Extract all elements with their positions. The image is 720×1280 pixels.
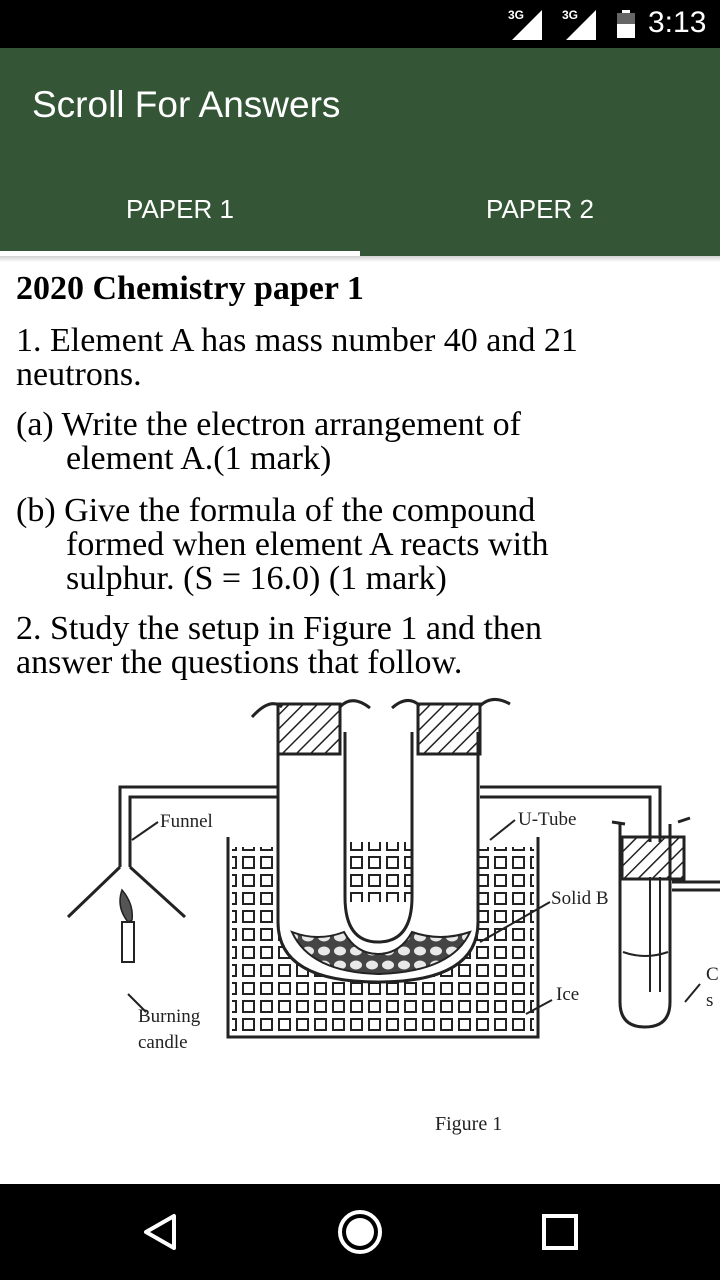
home-icon[interactable] bbox=[336, 1208, 384, 1256]
app-bar bbox=[0, 48, 720, 256]
label-burning: Burning bbox=[138, 1006, 201, 1027]
back-icon[interactable] bbox=[136, 1208, 184, 1256]
label-candle: candle bbox=[138, 1032, 188, 1053]
question-1a bbox=[16, 408, 676, 476]
question-line: (b) Give the formula of the compound bbox=[16, 492, 536, 529]
question-line: 2. Study the setup in Figure 1 and then bbox=[16, 610, 543, 647]
figure-caption: Figure 1 bbox=[435, 1113, 503, 1135]
app-title: Scroll For Answers bbox=[32, 84, 341, 125]
navigation-bar bbox=[0, 1184, 720, 1280]
tab-paper-2[interactable] bbox=[360, 176, 720, 256]
document-content[interactable] bbox=[0, 262, 720, 1184]
question-1 bbox=[16, 324, 706, 392]
question-line: 1. Element A has mass number 40 and 21 bbox=[16, 322, 578, 359]
clock: 3:13 bbox=[648, 6, 707, 39]
question-line: sulphur. (S = 16.0) (1 mark) bbox=[66, 560, 447, 597]
battery-icon bbox=[616, 10, 636, 38]
tab-paper-1[interactable] bbox=[0, 176, 360, 256]
question-1b bbox=[16, 494, 676, 596]
document-heading: 2020 Chemistry paper 1 bbox=[16, 270, 364, 307]
label-funnel: Funnel bbox=[160, 811, 213, 832]
question-line: neutrons. bbox=[16, 356, 142, 393]
figure-1-diagram bbox=[60, 692, 720, 1152]
tab-label: PAPER 2 bbox=[486, 194, 594, 224]
question-line: answer the questions that follow. bbox=[16, 644, 463, 681]
signal-2 bbox=[562, 8, 596, 40]
label-u-tube: U-Tube bbox=[518, 809, 577, 830]
tab-label: PAPER 1 bbox=[126, 194, 234, 224]
question-line: (a) Write the electron arrangement of bbox=[16, 406, 521, 443]
signal-strength-icon bbox=[566, 10, 596, 40]
question-line: formed when element A reacts with bbox=[66, 526, 549, 563]
question-line: element A.(1 mark) bbox=[66, 440, 332, 477]
label-solid-b: Solid B bbox=[551, 888, 609, 909]
question-2 bbox=[16, 612, 706, 680]
signal-1 bbox=[508, 8, 542, 40]
network-type-1: 3G bbox=[508, 8, 525, 22]
recents-icon[interactable] bbox=[536, 1208, 584, 1256]
label-cut-c: C bbox=[706, 964, 719, 985]
label-ice: Ice bbox=[556, 984, 580, 1005]
network-type-2: 3G bbox=[562, 8, 579, 22]
label-cut-s: s bbox=[706, 990, 714, 1011]
status-bar bbox=[0, 0, 720, 48]
signal-strength-icon bbox=[512, 10, 542, 40]
